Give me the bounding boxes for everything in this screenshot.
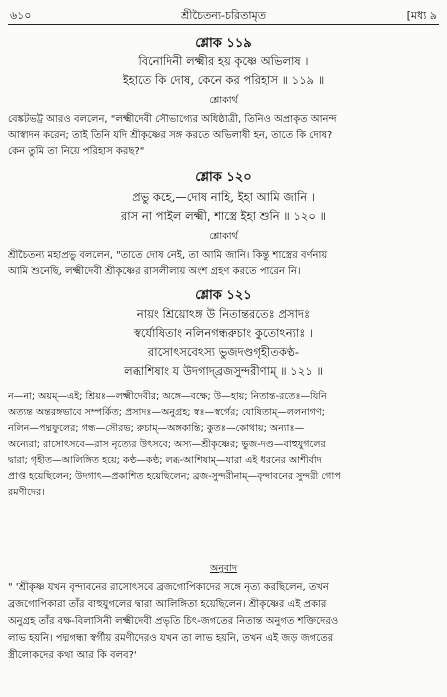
translation-label: অনুবাদ bbox=[210, 563, 237, 574]
paragraph-line: বেঙ্কটভট্ট আরও বললেন, "লক্ষ্মীদেবী সৌভাগ্যের অধিষ্ঠাত্রী, তিনিও অপ্রাকৃত আনন্দ bbox=[8, 114, 337, 125]
synonyms-line: দ্বারা; গৃহীত—আলিঙ্গিত হয়ে; কণ্ঠ—কণ্ঠ; লব্ধ-আশিষাম্‌—যারা এই ধরনের আশীর্বাদ bbox=[8, 455, 322, 466]
synonyms-line: রমণীদের। bbox=[8, 487, 45, 498]
sanskrit-verse-line: লব্ধাশিষাং য উদগাদ্‌ব্রজসুন্দরীণাম্‌ ॥ ১২১ ॥ bbox=[124, 364, 323, 378]
translation-line: ব্রজগোপিকারা তাঁর বাহুযুগলের দ্বারা আলিঙ্গিতা হয়েছিলেন। শ্রীকৃষ্ণের এই প্রকার bbox=[8, 599, 327, 610]
translation-label: শ্লোকার্থ bbox=[209, 231, 238, 242]
paragraph-line: আমি শুনেছি, লক্ষ্মীদেবী শ্রীকৃষ্ণের রাসলীলায় অংশ গ্রহণ করতে পারেন নি। bbox=[8, 266, 301, 277]
translation-line: অনুগ্রহ তাঁর বক্ষ-বিলাসিনী লক্ষ্মীদেবী প্রভৃতি চিৎ-জগতের নিতান্ত অনুগত শক্তিদেরও bbox=[8, 616, 339, 627]
verse-line: বিনোদিনী লক্ষ্মীর হয় কৃষ্ণে অভিলাষ । bbox=[138, 54, 309, 68]
book-title: শ্রীচৈতন্য-চরিতামৃত bbox=[181, 9, 266, 22]
verse-heading: শ্লোক ১১৯ bbox=[195, 36, 252, 51]
verse-heading: শ্লোক ১২১ bbox=[195, 288, 252, 303]
paragraph-line: শ্রীচৈতন্য মহাপ্রভু বললেন, "তাতে দোষ নেই, তা আমি জানি। কিন্তু শাস্ত্রের বর্ণনায় bbox=[8, 250, 328, 261]
verse-heading: শ্লোক ১২০ bbox=[195, 170, 252, 185]
synonyms-line: প্রাপ্ত হয়েছিলেন; উদগাৎ—প্রকাশিত হয়েছিলেন; ব্রজ-সুন্দরীনাম্‌—বৃন্দাবনের সুন্দরী গোপ bbox=[8, 471, 341, 482]
verse-line: ইহাতে কি দোষ, কেনে কর পরিহাস ॥ ১১৯ ॥ bbox=[122, 73, 325, 87]
sanskrit-verse-line: রাসোৎসবেঽস্য ভুজদণ্ডগৃহীতকণ্ঠ- bbox=[147, 345, 300, 359]
synonyms-line: অত্যন্ত অন্তরঙ্গভাবে সম্পর্কিত; প্রসাদঃ—অনুগ্রহ; স্বঃ—স্বর্গের; যোষিতাম্‌—ললনাগণ; bbox=[8, 407, 326, 418]
translation-line: স্ত্রীলোকদের কথা আর কি বলব?' bbox=[8, 650, 137, 661]
section-marker: [মধ্য ৯ bbox=[406, 9, 437, 22]
header-divider bbox=[8, 24, 439, 25]
page-header bbox=[0, 7, 447, 23]
synonyms-line: অন্যেরা; রাসোৎসবে—রাস নৃত্যের উৎসবে; অস্য—শ্রীকৃষ্ণের; ভুজ-দণ্ড—বাহুযুগলের bbox=[8, 439, 326, 450]
synonyms-line: নলিন—পদ্মফুলের; গন্ধ—সৌরভ; রুচাম্‌—অঙ্গকান্তি; কুতঃ—কোথায়; অন্যাঃ— bbox=[8, 423, 305, 434]
sanskrit-verse-line: স্বর্যোষিতাং নলিনগন্ধরুচাং কুতোঽন্যাঃ । bbox=[133, 326, 314, 340]
translation-line: লাভ হয়নি। পদ্মগন্ধা স্বর্গীয় রমণীদেরও যখন তা লাভ হয়নি, তখন এই জড় জগতের bbox=[8, 633, 334, 644]
sanskrit-verse-line: নায়ং শ্রিয়োঽঙ্গ উ নিতান্তরতেঃ প্রসাদঃ bbox=[136, 307, 311, 321]
synonyms-line: ন—না; অয়ম্‌—এই; শ্রিয়ঃ—লক্ষ্মীদেবীর; অঙ্গে—বক্ষে; উ—হায়; নিতান্ত-রতেঃ—যিনি bbox=[8, 391, 327, 402]
paragraph-line: কেন তুমি তা নিয়ে পরিহাস করছ?" bbox=[8, 146, 145, 157]
verse-line: প্রভু কহে,—দোষ নাহি, ইহা আমি জানি । bbox=[132, 190, 315, 204]
translation-line: " 'শ্রীকৃষ্ণ যখন বৃন্দাবনের রাসোৎসবে ব্রজগোপিকাদের সঙ্গে নৃত্য করছিলেন, তখন bbox=[8, 582, 329, 593]
translation-label: শ্লোকার্থ bbox=[209, 95, 238, 106]
paragraph-line: আস্বাদন করেন; তাই তিনি যদি শ্রীকৃষ্ণের সঙ্গ করতে অভিলাষী হন, তাতে কি দোষ? bbox=[8, 130, 333, 141]
page-number: ৬১০ bbox=[10, 9, 32, 22]
verse-line: রাস না পাইল লক্ষ্মী, শাস্ত্রে ইহা শুনি ॥ ১২০ ॥ bbox=[120, 209, 327, 223]
